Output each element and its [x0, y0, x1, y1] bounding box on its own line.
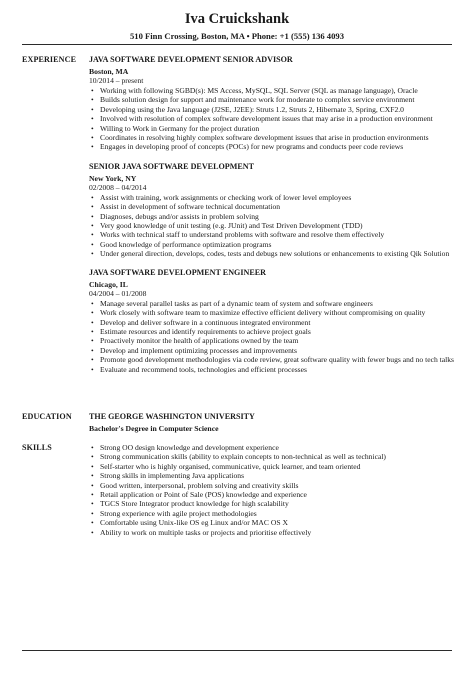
list-item [89, 481, 454, 490]
skill-text: Strong skills in implementing Java applications [100, 471, 245, 481]
list-item [89, 452, 454, 461]
skills-heading: SKILLS [22, 443, 52, 452]
list-item [89, 212, 454, 221]
job-entry [89, 268, 454, 374]
bullet-text: Diagnoses, debugs and/or assists in problem solving [100, 211, 259, 221]
bullet-icon: • [91, 192, 94, 202]
bullet-text: Assist with training, work assignments or checking work of lower level employees [100, 192, 352, 202]
experience-heading: EXPERIENCE [22, 55, 77, 64]
skill-text: Self-starter who is highly organised, communicative, quick learner, and team oriented [100, 461, 361, 471]
bullet-icon: • [91, 452, 94, 462]
education-heading: EDUCATION [22, 412, 72, 421]
bullet-text: Work closely with software team to maximize effective efficient delivery without compromising on quality [100, 308, 426, 318]
bullet-icon: • [91, 317, 94, 327]
job-entry [89, 162, 454, 259]
list-item [89, 124, 454, 133]
skill-text: Strong communication skills (ability to explain concepts to non-technical as well as technical) [100, 452, 386, 462]
education-section [89, 412, 454, 433]
bullet-text: Developing using the Java language (J2SE, J2EE): Struts 1.2, Struts 2, Hibernate 3, Spring, CXF2.0 [100, 104, 404, 114]
job-entry [89, 55, 454, 152]
bullet-icon: • [91, 527, 94, 537]
list-item [89, 240, 454, 249]
list-item [89, 365, 454, 374]
bullet-icon: • [91, 355, 94, 365]
list-item [89, 308, 454, 317]
list-item [89, 142, 454, 151]
bullet-text: Willing to Work in Germany for the project duration [100, 123, 260, 133]
job-title: SENIOR JAVA SOFTWARE DEVELOPMENT [89, 161, 254, 171]
experience-section [89, 55, 454, 374]
job-title: JAVA SOFTWARE DEVELOPMENT SENIOR ADVISOR [89, 55, 293, 64]
job-location: Boston, MA [89, 67, 129, 76]
list-item [89, 221, 454, 230]
list-item [89, 336, 454, 345]
degree: Bachelor's Degree in Computer Science [89, 424, 219, 433]
bullet-text: Involved with resolution of complex software development issues that may arise in a production environment [100, 114, 433, 124]
bullet-icon: • [91, 249, 94, 259]
list-item [89, 509, 454, 518]
bullet-icon: • [91, 239, 94, 249]
bullet-icon: • [91, 499, 94, 509]
skill-text: TGCS Store Integrator product knowledge for high scalability [100, 499, 289, 509]
list-item [89, 518, 454, 527]
list-item [89, 95, 454, 104]
skill-text: Strong experience with agile project methodologies [100, 508, 257, 518]
list-item [89, 462, 454, 471]
school-name: THE GEORGE WASHINGTON UNIVERSITY [89, 412, 255, 421]
bullet-text: Under general direction, develops, codes, tests and debugs new solutions or enhancements to existing Qik Solution [100, 249, 450, 259]
job-dates: 10/2014 – present [89, 76, 144, 85]
skills-section [89, 442, 454, 537]
skill-text: Strong OO design knowledge and development experience [100, 443, 279, 452]
footer-divider [22, 650, 452, 651]
list-item [89, 114, 454, 123]
list-item [89, 346, 454, 355]
bullet-icon: • [91, 142, 94, 152]
contact-line: 510 Finn Crossing, Boston, MA • Phone: +1 (555) 136 4093 [129, 31, 344, 41]
skill-text: Good written, interpersonal, problem solving and creativity skills [100, 480, 299, 490]
bullet-icon: • [91, 443, 94, 452]
bullet-text: Engages in developing proof of concepts (POCs) for new programs and conducts peer code reviews [100, 142, 404, 152]
bullet-icon: • [91, 364, 94, 374]
bullet-icon: • [91, 336, 94, 346]
list-item [89, 327, 454, 336]
job-location: Chicago, IL [89, 279, 128, 289]
list-item [89, 499, 454, 508]
bullet-icon: • [91, 471, 94, 481]
bullet-icon: • [91, 230, 94, 240]
skill-text: Retail application or Point of Sale (POS) knowledge and experience [100, 490, 307, 500]
job-bullets [89, 86, 454, 152]
bullet-text: Estimate resources and identify requirements to achieve project goals [100, 326, 311, 336]
list-item [89, 528, 454, 537]
bullet-text: Promote good development methodologies via code review, great software quality with fewer bugs and no tech talks [100, 355, 454, 365]
bullet-text: Builds solution design for support and maintenance work for moderate to complex service environment [100, 95, 415, 105]
bullet-icon: • [91, 211, 94, 221]
bullet-text: Develop and implement optimizing processes and improvements [100, 345, 297, 355]
bullet-text: Very good knowledge of unit testing (e.g. JUnit) and Test Driven Development (TDD) [100, 221, 363, 231]
list-item [89, 299, 454, 308]
bullet-icon: • [91, 508, 94, 518]
bullet-icon: • [91, 202, 94, 212]
job-bullets [89, 193, 454, 259]
bullet-icon: • [91, 104, 94, 114]
job-dates: 04/2004 – 01/2008 [89, 288, 147, 298]
bullet-text: Manage several parallel tasks as part of a dynamic team of system and software engineers [100, 298, 373, 308]
bullet-icon: • [91, 95, 94, 105]
list-item [89, 105, 454, 114]
bullet-icon: • [91, 114, 94, 124]
bullet-icon: • [91, 518, 94, 528]
bullet-text: Good knowledge of performance optimization programs [100, 239, 272, 249]
bullet-icon: • [91, 86, 94, 95]
list-item [89, 230, 454, 239]
list-item [89, 133, 454, 142]
bullet-text: Develop and deliver software in a continuous integrated environment [100, 317, 311, 327]
bullet-icon: • [91, 345, 94, 355]
list-item [89, 86, 454, 95]
skill-text: Ability to work on multiple tasks or projects and prioritise effectively [100, 527, 312, 537]
skills-list [89, 443, 454, 537]
bullet-text: Coordinates in resolving highly complex software development issues that arise in production environments [100, 133, 429, 143]
bullet-icon: • [91, 308, 94, 318]
bullet-text: Proactively monitor the health of applications owned by the team [100, 336, 299, 346]
job-location: New York, NY [89, 173, 137, 183]
skill-text: Comfortable using Unix-like OS eg Linux and/or MAC OS X [100, 518, 288, 528]
job-title: JAVA SOFTWARE DEVELOPMENT ENGINEER [89, 267, 266, 277]
list-item [89, 193, 454, 202]
candidate-name: Iva Cruickshank [184, 11, 290, 27]
header-divider [22, 44, 452, 45]
bullet-icon: • [91, 221, 94, 231]
list-item [89, 202, 454, 211]
job-bullets [89, 299, 454, 374]
list-item [89, 249, 454, 258]
bullet-text: Works with technical staff to understand problems with software and resolve them effectively [100, 230, 385, 240]
bullet-text: Evaluate and recommend tools, technologies and efficient processes [100, 364, 307, 374]
bullet-icon: • [91, 490, 94, 500]
bullet-text: Assist in development of software technical documentation [100, 202, 281, 212]
list-item [89, 318, 454, 327]
list-item [89, 355, 454, 364]
bullet-text: Working with following SGBD(s): MS Access, MySQL, SQL Server (SQL as manage language), Oracle [100, 86, 418, 95]
bullet-icon: • [91, 461, 94, 471]
bullet-icon: • [91, 326, 94, 336]
list-item [89, 443, 454, 452]
bullet-icon: • [91, 133, 94, 143]
bullet-icon: • [91, 480, 94, 490]
job-dates: 02/2008 – 04/2014 [89, 182, 147, 192]
list-item [89, 490, 454, 499]
list-item [89, 471, 454, 480]
bullet-icon: • [91, 298, 94, 308]
bullet-icon: • [91, 123, 94, 133]
